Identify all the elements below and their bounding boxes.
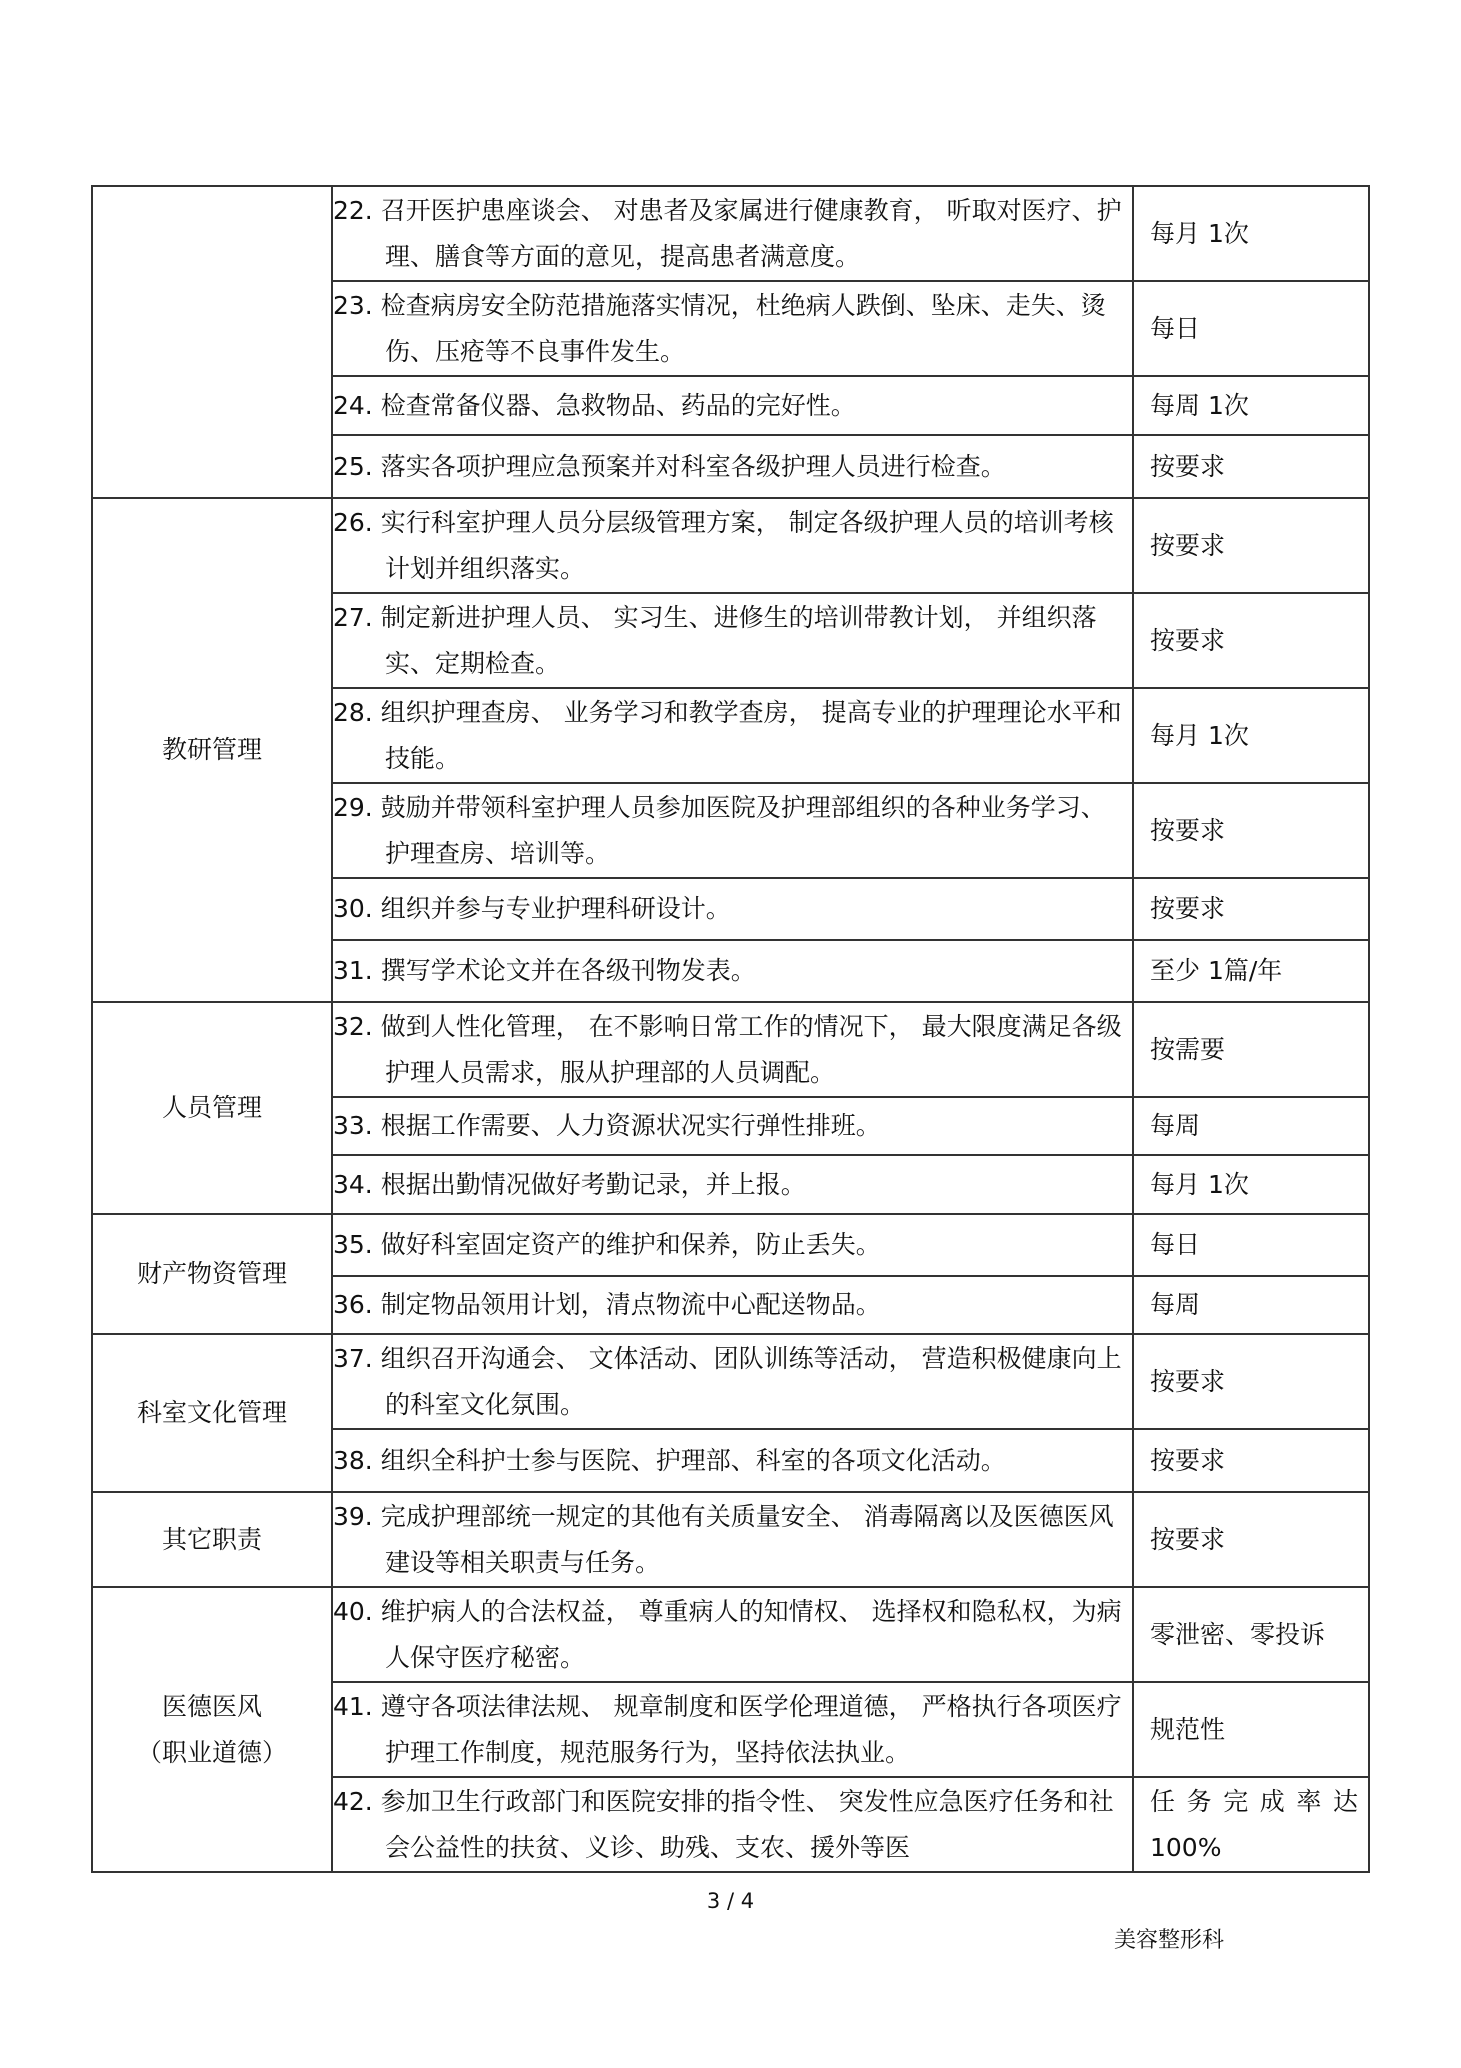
task-cell: 25. 落实各项护理应急预案并对科室各级护理人员进行检查。 [332,435,1133,498]
frequency-cell: 任务完成率达100% [1133,1777,1369,1872]
task-cell: 33. 根据工作需要、人力资源状况实行弹性排班。 [332,1097,1133,1155]
category-cell [92,1587,332,1872]
task-cell: 26. 实行科室护理人员分层级管理方案， 制定各级护理人员的培训考核计划并组织落实。 [332,498,1133,593]
frequency-cell: 至少 1篇/年 [1133,940,1369,1002]
task-cell: 40. 维护病人的合法权益， 尊重病人的知情权、 选择权和隐私权，为病人保守医疗秘密。 [332,1587,1133,1682]
task-cell: 32. 做到人性化管理， 在不影响日常工作的情况下， 最大限度满足各级护理人员需求，服从护理部的人员调配。 [332,1002,1133,1097]
task-cell: 42. 参加卫生行政部门和医院安排的指令性、 突发性应急医疗任务和社会公益性的扶贫、义诊、助残、支农、援外等医 [332,1777,1133,1872]
frequency-cell: 零泄密、零投诉 [1133,1587,1369,1682]
frequency-cell: 每周 [1133,1276,1369,1334]
task-cell: 23. 检查病房安全防范措施落实情况，杜绝病人跌倒、坠床、走失、烫伤、压疮等不良事件发生。 [332,281,1133,376]
task-cell: 39. 完成护理部统一规定的其他有关质量安全、 消毒隔离以及医德医风建设等相关职责与任务。 [332,1492,1133,1587]
table-row [92,1002,1369,1097]
category-cell-empty [92,186,332,498]
table-row [92,498,1369,593]
table-row [92,1587,1369,1682]
task-cell: 34. 根据出勤情况做好考勤记录，并上报。 [332,1155,1133,1214]
task-cell: 28. 组织护理查房、 业务学习和教学查房， 提高专业的护理理论水平和技能。 [332,688,1133,783]
task-cell: 22. 召开医护患座谈会、 对患者及家属进行健康教育， 听取对医疗、护理、膳食等方面的意见，提高患者满意度。 [332,186,1133,281]
category-cell: 财产物资管理 [92,1214,332,1334]
task-cell: 38. 组织全科护士参与医院、护理部、科室的各项文化活动。 [332,1429,1133,1492]
frequency-cell: 每日 [1133,281,1369,376]
table-row [92,1334,1369,1429]
frequency-cell: 每月 1次 [1133,186,1369,281]
task-cell: 37. 组织召开沟通会、 文体活动、团队训练等活动， 营造积极健康向上的科室文化氛围。 [332,1334,1133,1429]
table-row [92,1492,1369,1587]
frequency-cell: 每日 [1133,1214,1369,1276]
category-cell: 人员管理 [92,1002,332,1214]
task-cell: 24. 检查常备仪器、急救物品、药品的完好性。 [332,376,1133,435]
frequency-cell: 按要求 [1133,593,1369,688]
category-cell: 教研管理 [92,498,332,1002]
category-label: 医德医风 [161,1691,262,1721]
task-cell: 36. 制定物品领用计划，清点物流中心配送物品。 [332,1276,1133,1334]
frequency-cell: 按要求 [1133,1492,1369,1587]
frequency-cell: 按要求 [1133,783,1369,878]
task-cell: 29. 鼓励并带领科室护理人员参加医院及护理部组织的各种业务学习、护理查房、培训等。 [332,783,1133,878]
task-cell: 41. 遵守各项法律法规、 规章制度和医学伦理道德， 严格执行各项医疗护理工作制度，规范服务行为，坚持依法执业。 [332,1682,1133,1777]
frequency-cell: 按要求 [1133,1334,1369,1429]
task-cell: 27. 制定新进护理人员、 实习生、进修生的培训带教计划， 并组织落实、定期检查。 [332,593,1133,688]
frequency-cell: 每月 1次 [1133,688,1369,783]
duty-table [91,185,1370,1873]
frequency-cell: 每周 [1133,1097,1369,1155]
task-cell: 31. 撰写学术论文并在各级刊物发表。 [332,940,1133,1002]
task-cell: 35. 做好科室固定资产的维护和保养，防止丢失。 [332,1214,1133,1276]
category-cell: 其它职责 [92,1492,332,1587]
frequency-cell: 按要求 [1133,1429,1369,1492]
frequency-cell: 规范性 [1133,1682,1369,1777]
category-cell: 科室文化管理 [92,1334,332,1492]
category-note: （职业道德） [136,1737,287,1767]
frequency-cell: 按要求 [1133,878,1369,940]
table-row [92,1214,1369,1276]
frequency-cell: 按要求 [1133,435,1369,498]
frequency-cell: 每周 1次 [1133,376,1369,435]
page-number: 3 / 4 [706,1889,755,1913]
frequency-cell: 按要求 [1133,498,1369,593]
table-row [92,186,1369,281]
frequency-cell: 按需要 [1133,1002,1369,1097]
department-label: 美容整形科 [1114,1928,1225,1953]
task-cell: 30. 组织并参与专业护理科研设计。 [332,878,1133,940]
frequency-cell: 每月 1次 [1133,1155,1369,1214]
